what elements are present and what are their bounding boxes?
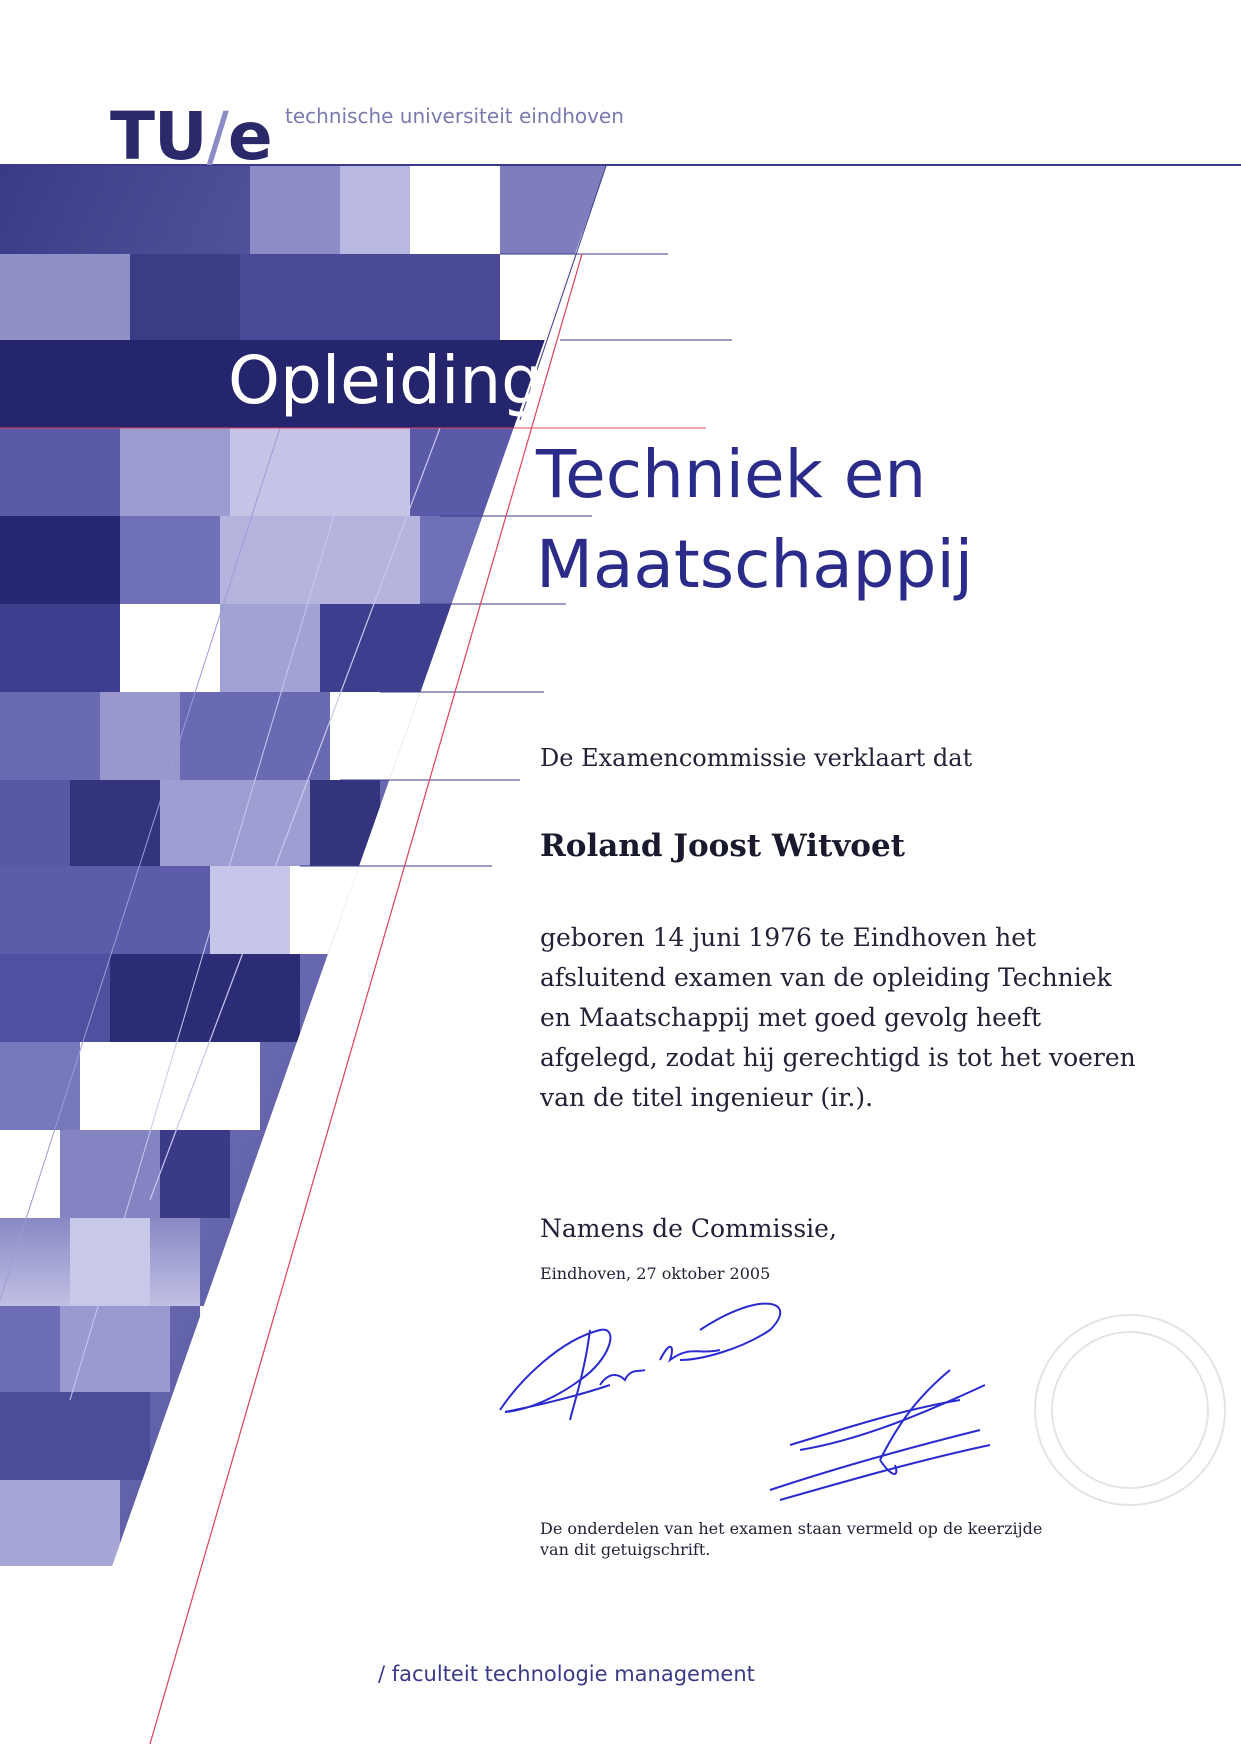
logo-suffix: e [227,98,272,175]
university-name: technische universiteit eindhoven [285,104,624,128]
recipient-name: Roland Joost Witvoet [540,828,905,864]
on-behalf-text: Namens de Commissie, [540,1214,837,1243]
declaration-text: De Examencommissie verklaart dat [540,744,973,772]
logo-main: TU [110,98,207,175]
footnote [540,1518,1060,1560]
logo-slash: / [206,98,228,175]
program-title-line: Techniek en [536,436,927,513]
signature-chair [500,1304,780,1420]
program-prefix: Opleiding [228,342,544,419]
embossed-seal [1035,1315,1225,1505]
body-line: en Maatschappij met goed gevolg heeft [540,1003,1042,1032]
faculty-name: / faculteit technologie management [378,1662,755,1686]
place-date: Eindhoven, 27 oktober 2005 [540,1264,771,1283]
body-line: van de titel ingenieur (ir.). [540,1083,874,1112]
body-line: geboren 14 juni 1976 te Eindhoven het [540,923,1037,952]
signature-secretary [770,1370,990,1500]
footnote-line: De onderdelen van het examen staan vermeld op de keerzijde [540,1519,1043,1538]
footnote-line: van dit getuigschrift. [540,1540,711,1559]
program-title-line: Maatschappij [536,526,974,603]
body-line: afsluitend examen van de opleiding Techniek [540,963,1112,992]
body-line: afgelegd, zodat hij gerechtigd is tot het voeren [540,1043,1136,1072]
